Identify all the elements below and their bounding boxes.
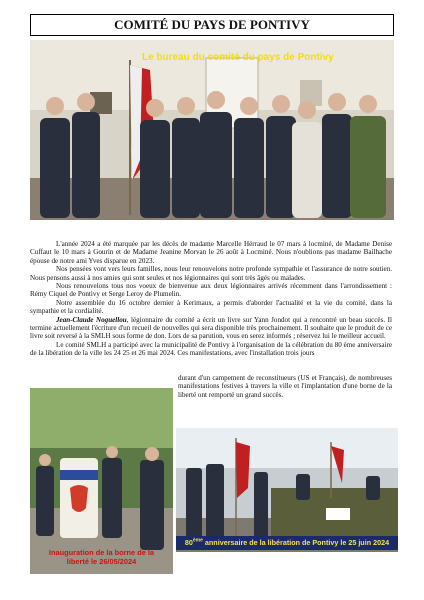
anniversary-caption-number: 80	[184, 538, 193, 547]
inauguration-caption	[34, 548, 169, 566]
group-photo-image	[30, 40, 394, 220]
anniversary-photo-image	[176, 428, 398, 552]
article-body-continued	[178, 374, 392, 399]
page-title: COMITÉ DU PAYS DE PONTIVY	[30, 14, 394, 36]
anniversary-photo	[176, 428, 398, 552]
anniversary-caption	[176, 536, 398, 550]
article-body	[30, 240, 392, 358]
anniversary-caption-sup: ème	[192, 537, 203, 544]
paragraph-deaths: L'année 2024 a été marquée par les décès de madame Marcelle Hérraud le 07 mars à locminé, de Madame Denise Cuffaut le 10 mars à Gourin et de Madame Jeanine Morvan le 26 août à Locminé. Nous n'oublions pas madame Bailhache épouse de notre ami Yves disparue en 2023.	[30, 240, 392, 265]
inauguration-caption-line1: Inauguration de la borne de la	[48, 548, 155, 557]
author-name: Jean-Claude Noguellou	[56, 315, 127, 324]
anniversary-caption-text: anniversaire de la libération de Pontivy le 25 juin 2024	[202, 538, 390, 547]
inauguration-photo-image	[30, 388, 173, 574]
paragraph-book-text: , légionnaire du comité a écrit un livre sur Yann Jondot qui a rencontré un beau succès. Il termine actuellement l'écriture d'un recueil de nouvelles qui sera disponible très prochainement. Il souhaite que le produit de ce livre soit reversé à la SMLH sous forme de don. Lors de sa parution, vous en serez informés ; réservez lui le meilleur accueil.	[30, 315, 392, 341]
paragraph-thoughts: Nos pensées vont vers leurs familles, nous leur renouvelons notre profonde sympathie et l'assurance de notre soutien. Nous pensons aussi à nos amies qui sont seules et nos légionnaires qui sont très âgés ou malades.	[30, 265, 392, 282]
group-photo	[30, 40, 394, 220]
paragraph-liberation: Le comité SMLH a participé avec la municipalité de Pontivy à l'organisation de la célébration du 80 ème anniversaire de la libération de la ville les 24 25 et 26 mai 2024. Ces manifestations, avec l'installation trois jours	[30, 340, 392, 358]
inauguration-caption-line2: liberté le 26/05/2024	[66, 557, 137, 566]
paragraph-welcome: Nous renouvelons tous nos voeux de bienvenue aux deux légionnaires arrivés récemment dans l'arrondissement : Rémy Ciquel de Pontivy et Serge Leroy de Plumelin.	[30, 282, 392, 299]
paragraph-book	[30, 316, 392, 341]
inauguration-photo	[30, 388, 173, 574]
group-photo-caption: Le bureau du comité du pays de Pontivy	[142, 52, 334, 63]
paragraph-assembly: Notre assemblée du 16 octobre dernier à Kerimaux, a permis d'aborder l'actualité et la vie du comité, dans la sympathie et la cordialité.	[30, 298, 392, 316]
paragraph-liberation-continued: durant d'un campement de reconstitueurs (US et Français), de nombreuses manifestations festives à travers la ville et l'implantation d'une borne de la liberté ont remporté un grand succès.	[178, 374, 392, 399]
